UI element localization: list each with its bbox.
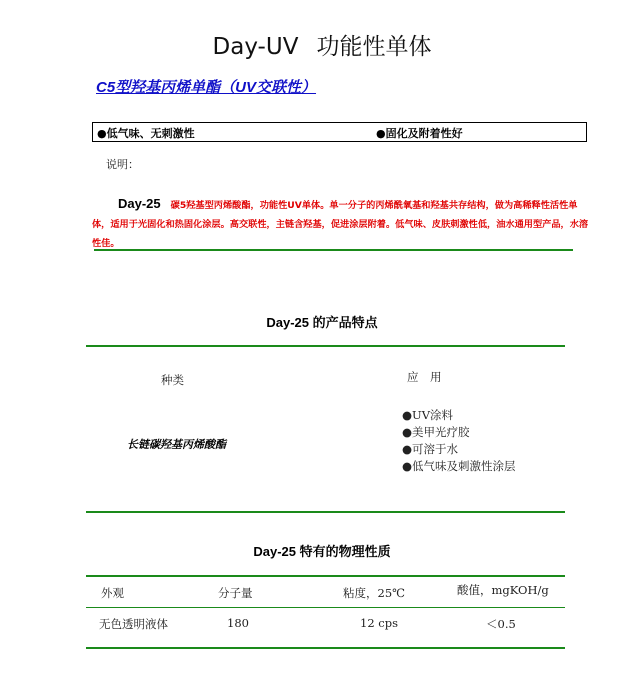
divider: [86, 647, 565, 649]
value-appearance: 无色透明液体: [99, 617, 168, 631]
features-section-title: Day-25 的产品特点: [266, 315, 378, 330]
divider: [86, 511, 565, 513]
application-list: [402, 407, 516, 475]
header-acid-value: 酸值，mgKOH/g: [457, 583, 549, 597]
divider: [86, 575, 565, 577]
description-body: 碳5羟基型丙烯酸酯，功能性UV单体。单一分子的丙烯酰氧基和羟基共存结构，做为高稀释性活性单体，适用于光固化和热固化涂层。高交联性，主链含羟基，促进涂层附着。低气味、皮肤刺激性低，油水通用型产品，水溶性佳。: [92, 200, 589, 249]
description-label: 说明：: [106, 158, 139, 171]
product-type: 长链碳羟基丙烯酸酯: [127, 438, 226, 451]
brand-name: Day-UV: [212, 34, 299, 60]
feature-box: [92, 122, 587, 142]
column-header-application: 应 用: [407, 370, 442, 384]
divider: [86, 345, 565, 347]
divider: [94, 249, 573, 251]
application-item: ●可溶于水: [402, 442, 459, 456]
description-text: [92, 194, 589, 253]
description-product: Day-25: [118, 196, 161, 211]
header-appearance: 外观: [101, 586, 124, 600]
header-molecular-weight: 分子量: [218, 586, 253, 600]
properties-section-title: Day-25 特有的物理性质: [253, 544, 391, 559]
product-subtitle: C5型羟基丙烯单酯（UV交联性）: [96, 79, 317, 96]
feature-left: ●低气味、无刺激性: [97, 127, 195, 140]
value-viscosity: 12 cps: [360, 616, 398, 630]
value-acid-value: ＜0.5: [486, 617, 516, 631]
page-title: [0, 28, 644, 61]
application-item: ●低气味及刺激性涂层: [402, 459, 516, 473]
category-name: 功能性单体: [316, 34, 432, 60]
column-header-type: 种类: [161, 373, 184, 387]
feature-right: ●固化及附着性好: [376, 127, 463, 140]
value-molecular-weight: 180: [227, 616, 249, 630]
application-item: ●美甲光疗胶: [402, 425, 470, 439]
header-viscosity: 粘度，25℃: [343, 586, 405, 600]
application-item: ●UV涂料: [402, 408, 454, 422]
table-row-divider: [86, 607, 565, 608]
